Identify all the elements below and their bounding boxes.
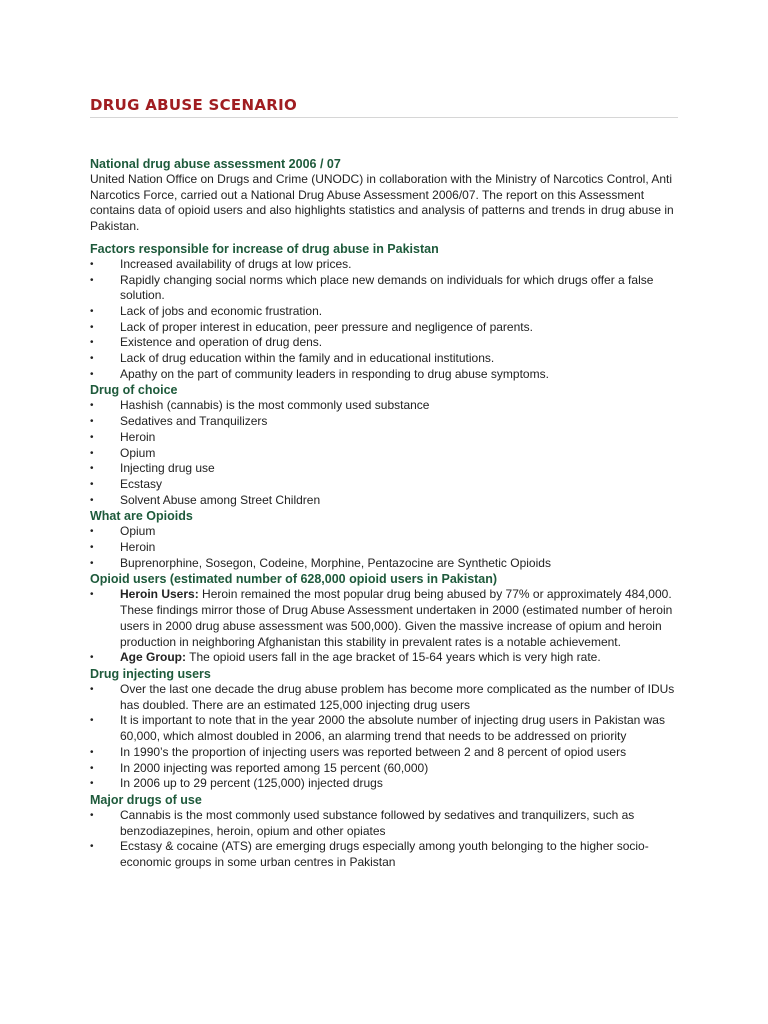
list-item: • Hashish (cannabis) is the most commonly used substance (90, 398, 430, 413)
bullet-icon: • (90, 652, 94, 664)
bullet-icon: • (90, 305, 94, 317)
section-heading-major-drugs: Major drugs of use (90, 792, 202, 807)
bullet-icon: • (90, 447, 94, 459)
bullet-icon: • (90, 542, 94, 554)
bullet-icon: • (90, 353, 94, 365)
section-injecting-users (90, 666, 688, 792)
section-heading-opioids: What are Opioids (90, 509, 193, 524)
list-item: • Over the last one decade the drug abuse problem has become more complicated as the number of IDUs has doubled. There are an estimated 125,000 injecting drug users (90, 681, 675, 712)
list-item: • Lack of drug education within the family and in educational institutions. (90, 351, 495, 366)
list-item: • Injecting drug use (90, 461, 215, 476)
bullet-icon: • (90, 258, 94, 270)
list-item: • Apathy on the part of community leaders in responding to drug abuse symptoms. (90, 366, 549, 381)
bullet-icon: • (90, 683, 94, 695)
list-item: • Buprenorphine, Sosegon, Codeine, Morphine, Pentazocine are Synthetic Opioids (90, 555, 551, 570)
list-item: • Increased availability of drugs at low prices. (90, 256, 352, 271)
opioids-list (90, 524, 688, 571)
bullet-icon: • (90, 557, 94, 569)
list-item: • Rapidly changing social norms which place new demands on individuals for which drugs offer a false solution. (90, 272, 654, 303)
list-item: • Solvent Abuse among Street Children (90, 492, 321, 507)
bullet-icon: • (90, 321, 94, 333)
list-item: • Lack of jobs and economic frustration. (90, 303, 323, 318)
drug-of-choice-list (90, 398, 688, 508)
major-drugs-list (90, 808, 688, 871)
item-lead: Heroin Users: (120, 587, 199, 602)
list-item: • Heroin (90, 540, 156, 555)
list-item: • In 2000 injecting was reported among 15 percent (60,000) (90, 760, 429, 775)
section-opioids (90, 508, 688, 571)
list-item: • Opium (90, 445, 156, 460)
bullet-icon: • (90, 841, 94, 853)
section-heading-factors: Factors responsible for increase of drug abuse in Pakistan (90, 241, 439, 256)
bullet-icon: • (90, 400, 94, 412)
bullet-icon: • (90, 368, 94, 380)
bullet-icon: • (90, 715, 94, 727)
list-item: • Cannabis is the most commonly used substance followed by sedatives and tranquilizers, such as benzodiazepines, heroin, opium and other opiates (90, 807, 635, 838)
section-factors (90, 241, 688, 383)
bullet-icon: • (90, 478, 94, 490)
bullet-icon: • (90, 589, 94, 601)
title-divider (90, 117, 678, 118)
factors-list (90, 257, 688, 383)
assessment-paragraph: United Nation Office on Drugs and Crime (UNODC) in collaboration with the Ministry of Narcotics Control, Anti Narcotics Force, carried out a National Drug Abuse Assessment 2006/07. The report on this Assessment contains data of opioid users and also highlights statistics and analysis of patterns and trends in drug abuse in Pakistan. (90, 172, 674, 234)
injecting-users-list (90, 682, 688, 792)
list-item: • Age Group: The opioid users fall in the age bracket of 15-64 years which is very high rate. (90, 650, 601, 665)
section-major-drugs (90, 792, 688, 871)
list-item: • Ecstasy & cocaine (ATS) are emerging drugs especially among youth belonging to the higher socio-economic groups in some urban centres in Pakistan (90, 839, 649, 870)
list-item: • Sedatives and Tranquilizers (90, 414, 268, 429)
bullet-icon: • (90, 494, 94, 506)
section-heading-assessment: National drug abuse assessment 2006 / 07 (90, 157, 341, 171)
list-item: • In 2006 up to 29 percent (125,000) injected drugs (90, 776, 383, 791)
bullet-icon: • (90, 526, 94, 538)
bullet-icon: • (90, 778, 94, 790)
section-drug-of-choice (90, 382, 688, 508)
list-item: • Heroin Users: Heroin remained the most popular drug being abused by 77% or approximately 484,000. These findings mirror those of Drug Abuse Assessment undertaken in 2000 (estimated number of heroin users in 2000 drug abuse assessment was 500,000). Given the massive increase of opium and heroin production in neighboring Afghanistan this stability in prevalent rates is a notable achievement. (90, 587, 673, 649)
page-title: DRUG ABUSE SCENARIO (90, 96, 298, 114)
bullet-icon: • (90, 463, 94, 475)
section-heading-injecting-users: Drug injecting users (90, 666, 211, 681)
bullet-icon: • (90, 809, 94, 821)
bullet-icon: • (90, 416, 94, 428)
list-item: • Existence and operation of drug dens. (90, 335, 323, 350)
bullet-icon: • (90, 274, 94, 286)
section-opioid-users (90, 571, 688, 666)
item-lead: Age Group: (120, 650, 186, 665)
list-item: • Ecstasy (90, 476, 163, 491)
section-assessment (90, 156, 688, 235)
bullet-icon: • (90, 746, 94, 758)
section-heading-opioid-users: Opioid users (estimated number of 628,000 opioid users in Pakistan) (90, 572, 498, 587)
list-item: • In 1990’s the proportion of injecting users was reported between 2 and 8 percent of opiod users (90, 744, 627, 759)
section-heading-drug-of-choice: Drug of choice (90, 383, 178, 398)
bullet-icon: • (90, 431, 94, 443)
list-item: • Opium (90, 524, 156, 539)
opioid-users-list (90, 587, 688, 666)
bullet-icon: • (90, 762, 94, 774)
list-item: • Heroin (90, 429, 156, 444)
document-body (90, 156, 688, 871)
list-item: • It is important to note that in the year 2000 the absolute number of injecting drug users in Pakistan was 60,000, which almost doubled in 2006, an alarming trend that needs to be addressed on priority (90, 713, 665, 744)
bullet-icon: • (90, 337, 94, 349)
list-item: • Lack of proper interest in education, peer pressure and negligence of parents. (90, 319, 533, 334)
